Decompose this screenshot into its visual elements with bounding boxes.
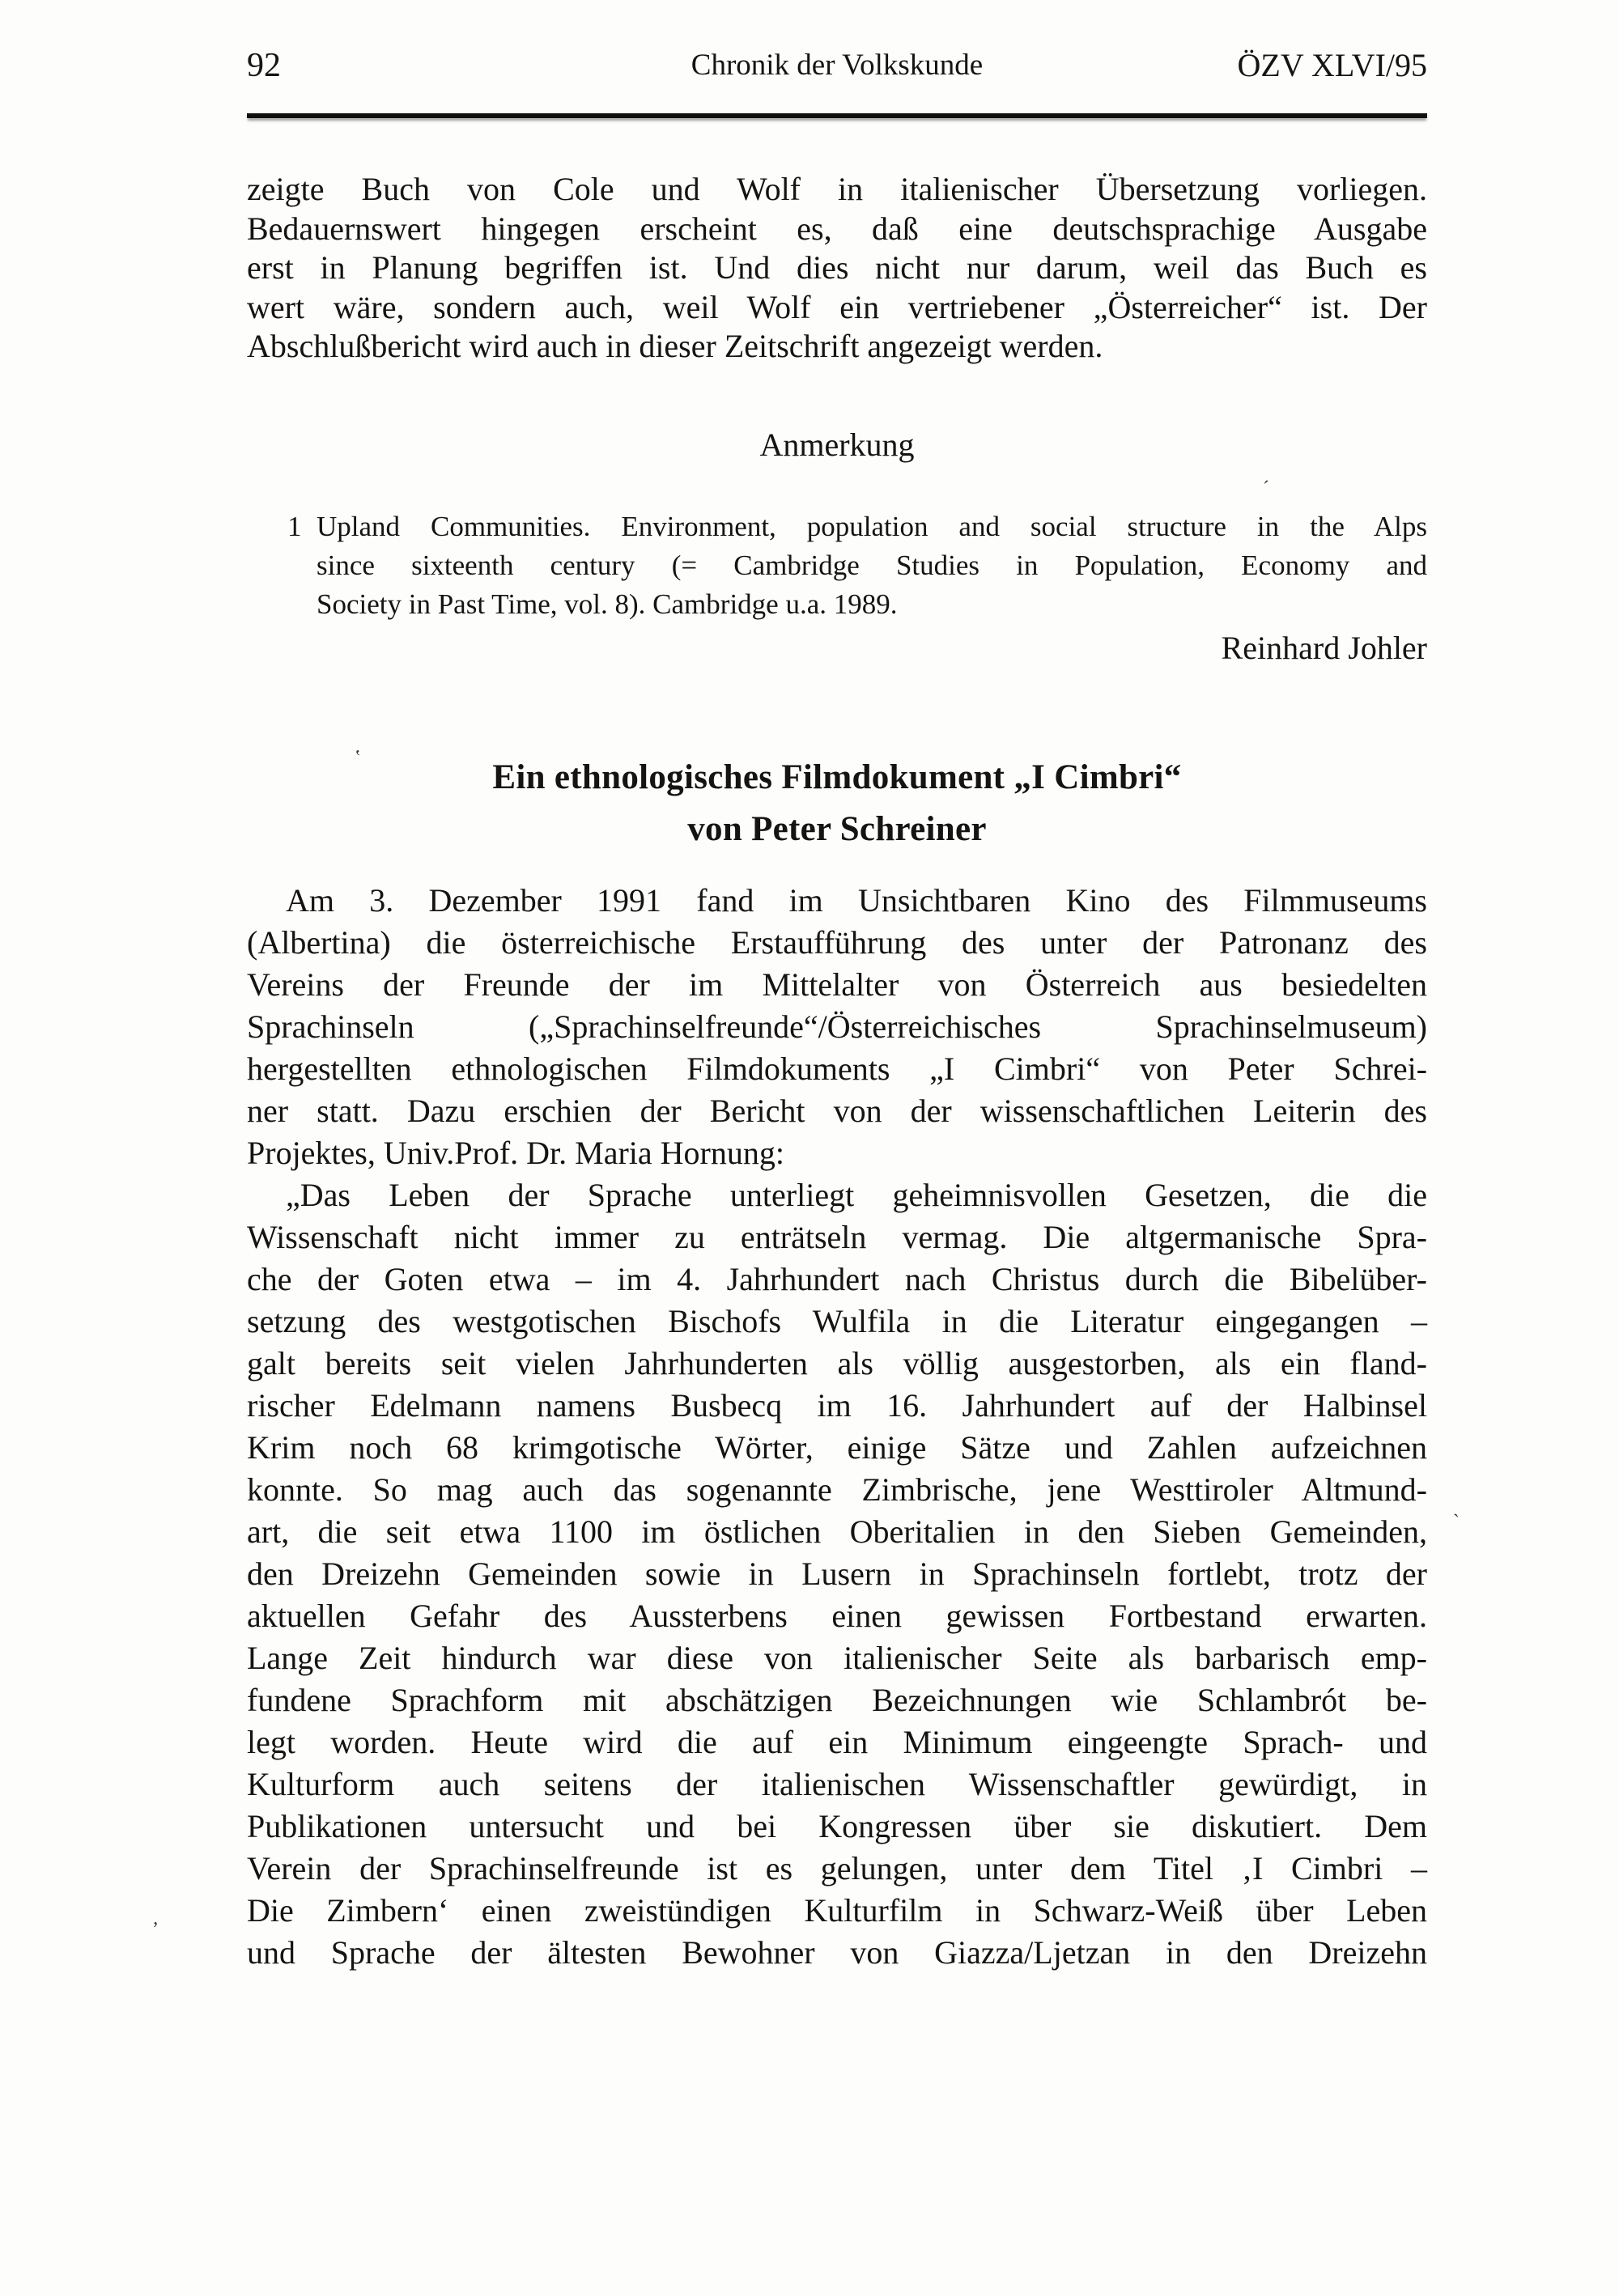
running-header [247, 45, 1427, 86]
body-text-line: Am 3. Dezember 1991 fand im Unsichtbaren Kino des Filmmuseums [286, 881, 1427, 919]
body-text-line: art, die seit etwa 1100 im östlichen Oberitalien in den Sieben Gemeinden, [247, 1513, 1427, 1550]
intro-text-line: zeigte Buch von Cole und Wolf in italienischer Übersetzung vorliegen. [247, 171, 1427, 207]
body-text-line: Projektes, Univ.Prof. Dr. Maria Hornung: [247, 1134, 784, 1171]
body-text-line: legt worden. Heute wird die auf ein Minimum eingeengte Sprach- und [247, 1723, 1427, 1760]
footnote-number: 1 [287, 510, 302, 542]
footnote-text-line: Society in Past Time, vol. 8). Cambridge u.a. 1989. [317, 588, 898, 620]
intro-text-line: erst in Planung begriffen ist. Und dies nicht nur darum, weil das Buch es [247, 249, 1427, 286]
running-title: Chronik der Volkskunde [691, 49, 984, 82]
body-text-line: „Das Leben der Sprache unterliegt geheimnisvollen Gesetzen, die die [286, 1176, 1427, 1213]
intro-text-line: Bedauernswert hingegen erscheint es, daß eine deutschsprachige Ausgabe [247, 210, 1427, 247]
body-text-line: Lange Zeit hindurch war diese von italienischer Seite als barbarisch emp- [247, 1639, 1427, 1676]
page-number: 92 [247, 47, 281, 84]
body-text-line: Publikationen untersucht und bei Kongressen über sie diskutiert. Dem [247, 1807, 1427, 1844]
journal-reference: ÖZV XLVI/95 [1237, 47, 1427, 83]
article-title [247, 752, 1427, 855]
body-text-line: Verein der Sprachinselfreunde ist es gelungen, unter dem Titel ‚I Cimbri – [247, 1849, 1427, 1886]
footnote-1 [287, 507, 1427, 624]
scan-artifact: ˏ [1453, 1496, 1460, 1517]
body-text-line: Sprachinseln („Sprachinselfreunde“/Österreichisches Sprachinselmuseum) [247, 1008, 1427, 1045]
footnote-text-line: since sixteenth century (= Cambridge Studies in Population, Economy and [317, 549, 1427, 581]
scan-artifact: ´ [1263, 478, 1269, 499]
notes-heading: Anmerkung [759, 426, 915, 463]
body-text-line: hergestellten ethnologischen Filmdokuments „I Cimbri“ von Peter Schrei- [247, 1050, 1427, 1087]
body-text-line: fundene Sprachform mit abschätzigen Bezeichnungen wie Schlambrót be- [247, 1681, 1427, 1718]
body-text-line: aktuellen Gefahr des Aussterbens einen gewissen Fortbestand erwarten. [247, 1597, 1427, 1634]
article-title-line-2: von Peter Schreiner [687, 809, 987, 848]
body-text-line: galt bereits seit vielen Jahrhunderten als völlig ausgestorben, als ein fland- [247, 1344, 1427, 1381]
body-text-line: den Dreizehn Gemeinden sowie in Lusern in Sprachinseln fortlebt, trotz der [247, 1555, 1427, 1592]
article-title-line-1: Ein ethnologisches Filmdokument „I Cimbri“ [492, 758, 1182, 796]
body-text-line: rischer Edelmann namens Busbecq im 16. Jahrhundert auf der Halbinsel [247, 1386, 1427, 1424]
text-column [247, 0, 1427, 1974]
article-body [247, 880, 1427, 1974]
body-text-line: ner statt. Dazu erschien der Bericht von der wissenschaftlichen Leiterin des [247, 1092, 1427, 1129]
intro-text-line: wert wäre, sondern auch, weil Wolf ein vertriebener „Österreicher“ ist. Der [247, 288, 1427, 325]
body-text-line: Kulturform auch seitens der italienischen Wissenschaftler gewürdigt, in [247, 1765, 1427, 1802]
body-text-line: Krim noch 68 krimgotische Wörter, einige Sätze und Zahlen aufzeichnen [247, 1428, 1427, 1466]
body-text-line: (Albertina) die österreichische Erstaufführung des unter der Patronanz des [247, 923, 1427, 961]
footnote-text-line: 1 Upland Communities. Environment, population and social structure in the Alps [287, 507, 1427, 546]
body-text-line: setzung des westgotischen Bischofs Wulfila in die Literatur eingegangen – [247, 1302, 1427, 1339]
body-text-line: konnte. So mag auch das sogenannte Zimbrische, jene Westtiroler Altmund- [247, 1471, 1427, 1508]
header-rule [247, 113, 1427, 118]
author-signature: Reinhard Johler [1221, 629, 1427, 666]
intro-paragraph [247, 170, 1427, 367]
body-text-line: Vereins der Freunde der im Mittelalter von Österreich aus besiedelten [247, 966, 1427, 1003]
scan-artifact: ʼ [152, 1919, 159, 1940]
body-text-line: Wissenschaft nicht immer zu enträtseln vermag. Die altgermanische Spra- [247, 1218, 1427, 1255]
scan-artifact: ‛ [355, 747, 361, 768]
body-text-line: Die Zimbern‘ einen zweistündigen Kulturfilm in Schwarz-Weiß über Leben [247, 1891, 1427, 1929]
intro-text-line: Abschlußbericht wird auch in dieser Zeitschrift angezeigt werden. [247, 328, 1103, 364]
body-text-line: und Sprache der ältesten Bewohner von Giazza/Ljetzan in den Dreizehn [247, 1933, 1427, 1971]
body-text-line: che der Goten etwa – im 4. Jahrhundert nach Christus durch die Bibelüber- [247, 1260, 1427, 1297]
page-body [247, 170, 1427, 1974]
